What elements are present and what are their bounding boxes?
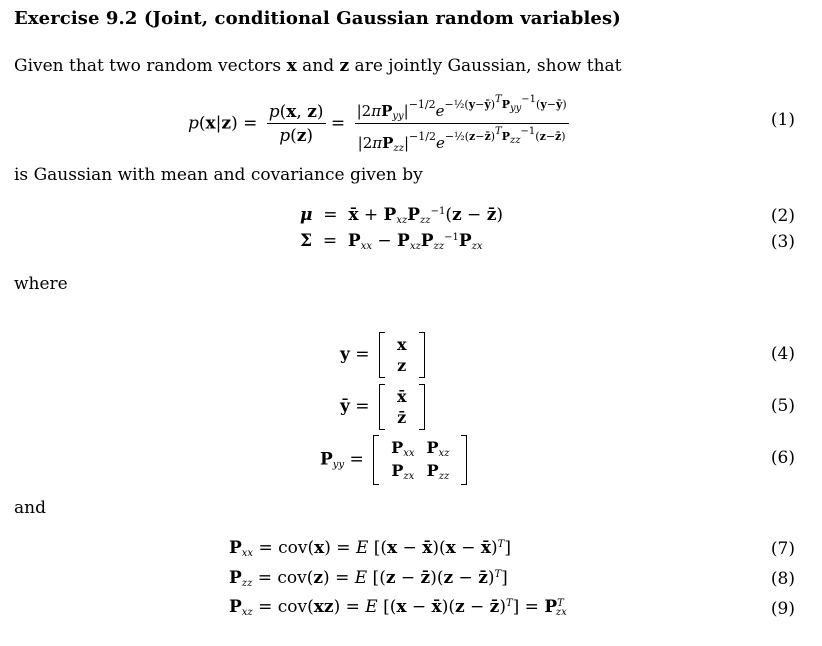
equation-6: $P_{yy}$ = $P_{xx}$ $P_{xz}$ $P_{zx}$ $P_{zz}$ — [320, 435, 467, 485]
intro-text-2: are jointly Gaussian, show that — [349, 56, 622, 76]
intro-vector-x: x — [286, 56, 297, 76]
equation-number-7: (7) — [770, 539, 795, 559]
equation-number-4: (4) — [770, 344, 795, 364]
equation-8: $P_{zz} = cov(z) = E$ [(z − z̄)(z − z̄)$^T$] — [229, 568, 508, 589]
equation-5: ȳ = x̄ z̄ — [340, 384, 425, 430]
intro-and: and — [296, 56, 340, 76]
equation-number-6: (6) — [770, 448, 795, 468]
equation-2: μ = x̄ + $P_{xz}P_{zz}^{-1}(z$ − z̄) — [300, 205, 503, 226]
equation-number-9: (9) — [770, 599, 795, 619]
and-text: and — [14, 498, 46, 518]
mean-covariance-text: is Gaussian with mean and covariance given by — [14, 165, 423, 185]
equation-4: y = x z — [340, 332, 425, 378]
equation-3: $\Sigma = P_{xx} - P_{xz}P_{zz}^{-1}P_{zx}$ — [300, 231, 483, 252]
equation-7: $P_{xx} = cov(x) = E$ [(x − x̄)(x − x̄)$^T$] — [229, 538, 511, 559]
intro-paragraph — [14, 56, 622, 76]
exercise-title: Exercise 9.2 (Joint, conditional Gaussian random variables) — [14, 8, 621, 29]
intro-vector-z: z — [339, 56, 350, 76]
equation-number-2: (2) — [770, 206, 795, 226]
where-text: where — [14, 274, 68, 294]
equation-number-5: (5) — [770, 396, 795, 416]
equation-number-3: (3) — [770, 232, 795, 252]
equation-number-1: (1) — [770, 110, 795, 130]
equation-9: $P_{xz} = cov(xz) = E$ [(x − x̄)(z − z̄)$^T$] = $P^T_{zx}$ — [229, 597, 567, 618]
equation-1: p(x|z) = $\frac{p(x, z)}{p(z)}$ = $\frac{|2\pi P_{yy}|^{-1/2}e^{-\frac{1}{2}(y-ȳ)^TP_{yy}^{-1}(y-ȳ)}}{|2\pi P_{zz}|^{-1/2}e^{-\frac{1}{2}(z-z̄)^TP_{zz}^{-1}(z-z̄)}}$ — [188, 94, 567, 154]
intro-text-1: Given that two random vectors — [14, 56, 287, 76]
equation-number-8: (8) — [770, 569, 795, 589]
